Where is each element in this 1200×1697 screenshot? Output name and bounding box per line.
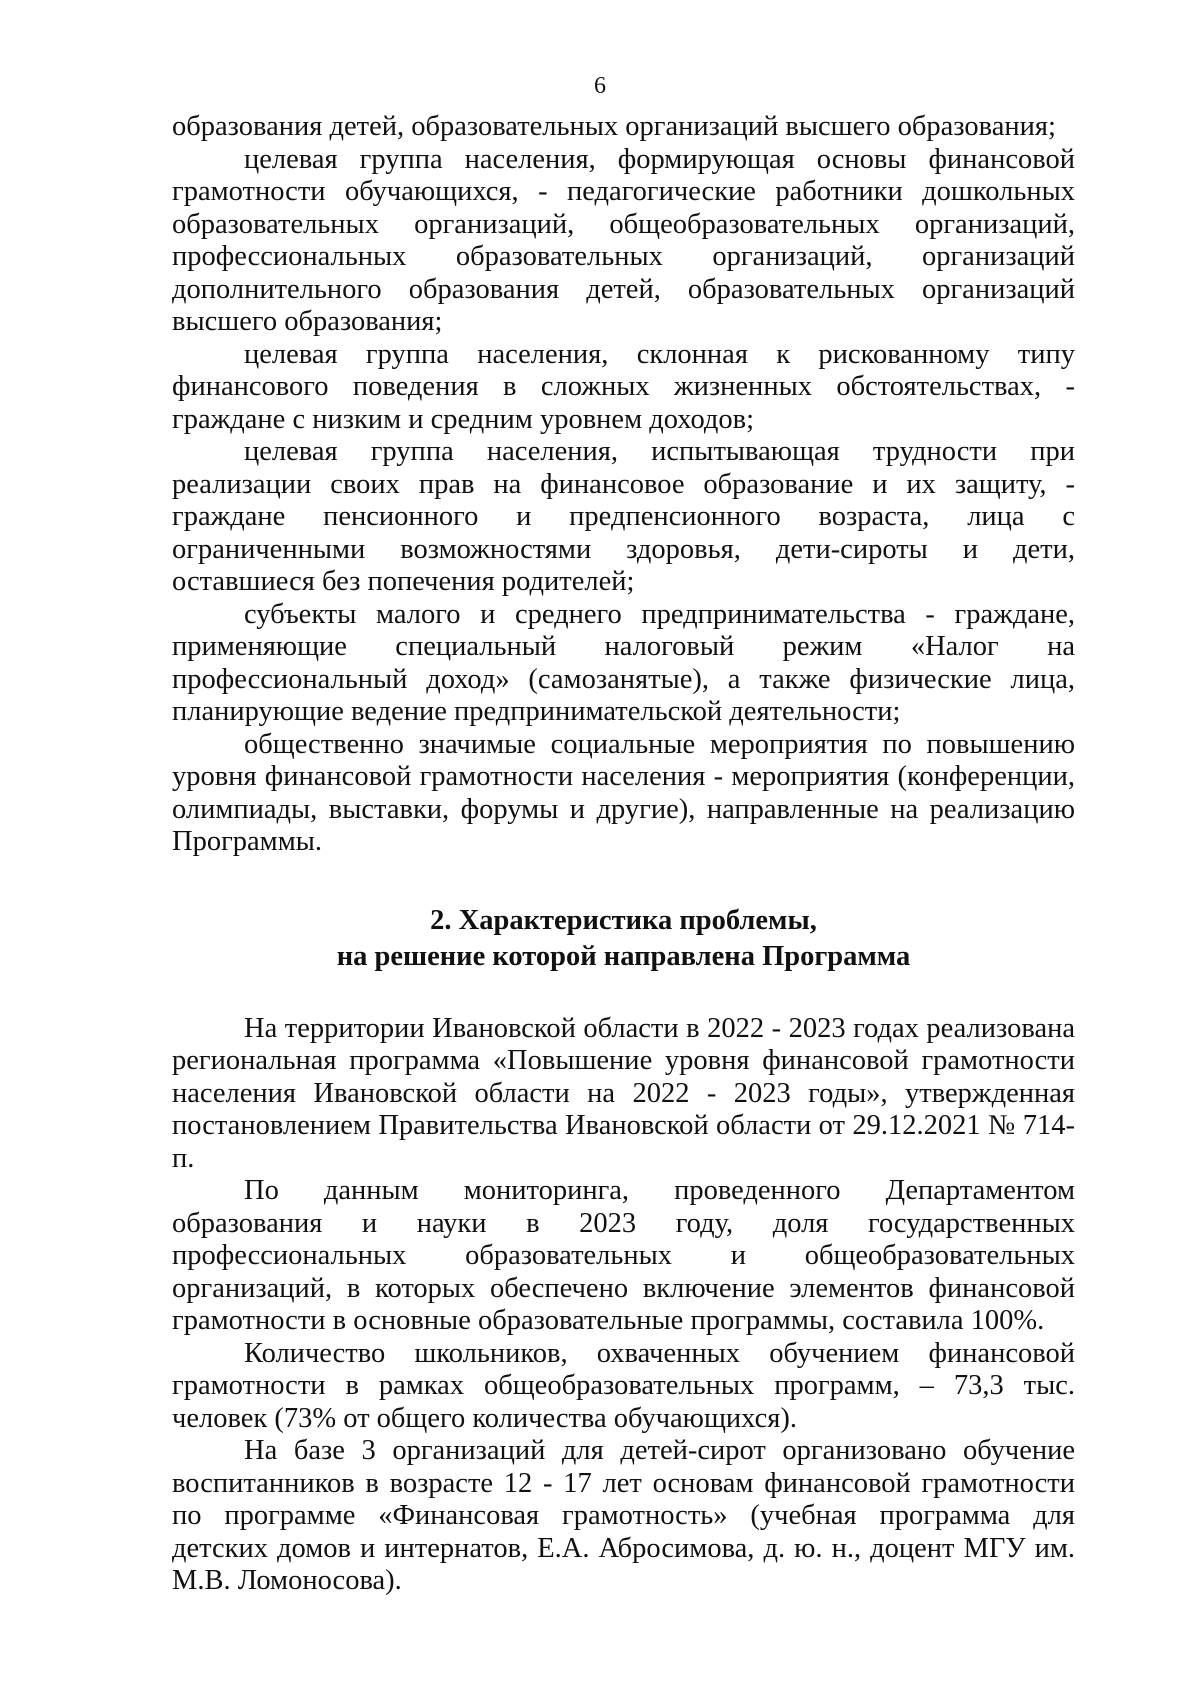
section-heading [172,903,1075,975]
page-number: 6 [594,73,606,99]
paragraph: целевая группа населения, склонная к рискованному типу финансового поведения в сложных жизненных обстоятельствах, - граждане с низким и средним уровнем доходов; [172,338,1075,435]
paragraph: общественно значимые социальные мероприятия по повышению уровня финансовой грамотности населения - мероприятия (конференции, олимпиады, выставки, форумы и другие), направленные на реализацию Программы. [172,728,1075,857]
section-heading-line: 2. Характеристика проблемы, [430,904,817,936]
paragraph: субъекты малого и среднего предпринимательства - граждане, применяющие специальный налоговый режим «Налог на профессиональный доход» (самозанятые), а также физические лица, планирующие ведение предпринимательской деятельности; [172,598,1075,727]
section-heading-line: на решение которой направлена Программа [336,940,911,972]
paragraph: Количество школьников, охваченных обучением финансовой грамотности в рамках общеобразовательных программ, – 73,3 тыс. человек (73% от общего количества обучающихся). [172,1337,1075,1434]
paragraph: По данным мониторинга, проведенного Департаментом образования и науки в 2023 году, доля государственных профессиональных образовательных и общеобразовательных организаций, в которых обеспечено включение элементов финансовой грамотности в основные образовательные программы, составила 100%. [172,1175,1075,1336]
paragraph: На базе 3 организаций для детей-сирот организовано обучение воспитанников в возрасте 12 - 17 лет основам финансовой грамотности по программе «Финансовая грамотность» (учебная программа для детских домов и интернатов, Е.А. Абросимова, д. ю. н., доцент МГУ им. М.В. Ломоносова). [172,1435,1075,1596]
paragraph: образования детей, образовательных организаций высшего образования; [172,111,1056,142]
document-body [172,111,1075,1598]
paragraph: На территории Ивановской области в 2022 - 2023 годах реализована региональная программа «Повышение уровня финансовой грамотности населения Ивановской области на 2022 - 2023 годы», утвержденная постановлением Правительства Ивановской области от 29.12.2021 № 714-п. [172,1012,1075,1174]
paragraph: целевая группа населения, испытывающая трудности при реализации своих прав на финансовое образование и их защиту, - граждане пенсионного и предпенсионного возраста, лица с ограниченными возможностями здоровья, дети-сироты и дети, оставшиеся без попечения родителей; [172,436,1075,597]
paragraph: целевая группа населения, формирующая основы финансовой грамотности обучающихся, - педагогические работники дошкольных образовательных организаций, общеобразовательных организаций, профессиональных образовательных организаций, организаций дополнительного образования детей, образовательных организаций высшего образования; [172,143,1075,337]
